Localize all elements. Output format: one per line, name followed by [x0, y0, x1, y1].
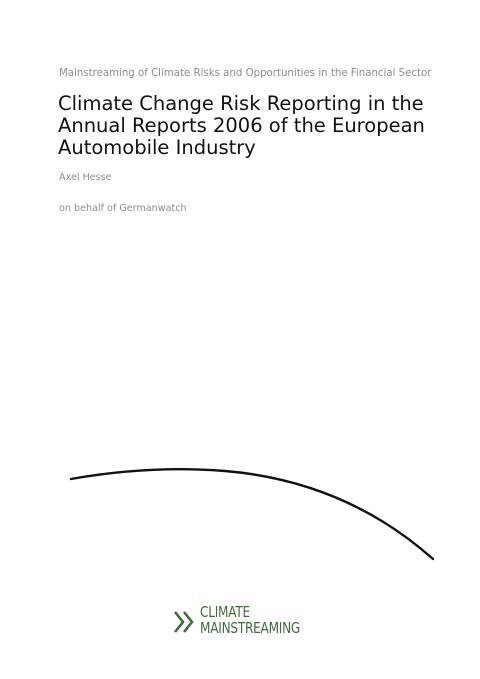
on-behalf-line: on behalf of Germanwatch	[59, 203, 187, 214]
double-chevron-right-icon	[172, 608, 200, 636]
logo-line-1: CLIMATE	[200, 603, 250, 621]
logo-wordmark	[200, 605, 300, 636]
document-title	[58, 93, 438, 159]
series-line: Mainstreaming of Climate Risks and Opportunities in the Financial Sector	[59, 68, 432, 79]
title-line-2: Annual Reports 2006 of the European	[58, 114, 425, 137]
author-name: Axel Hesse	[59, 172, 112, 183]
logo-line-2: MAINSTREAMING	[200, 618, 301, 637]
title-line-1: Climate Change Risk Reporting in the	[58, 92, 424, 115]
title-line-3: Automobile Industry	[58, 136, 256, 159]
